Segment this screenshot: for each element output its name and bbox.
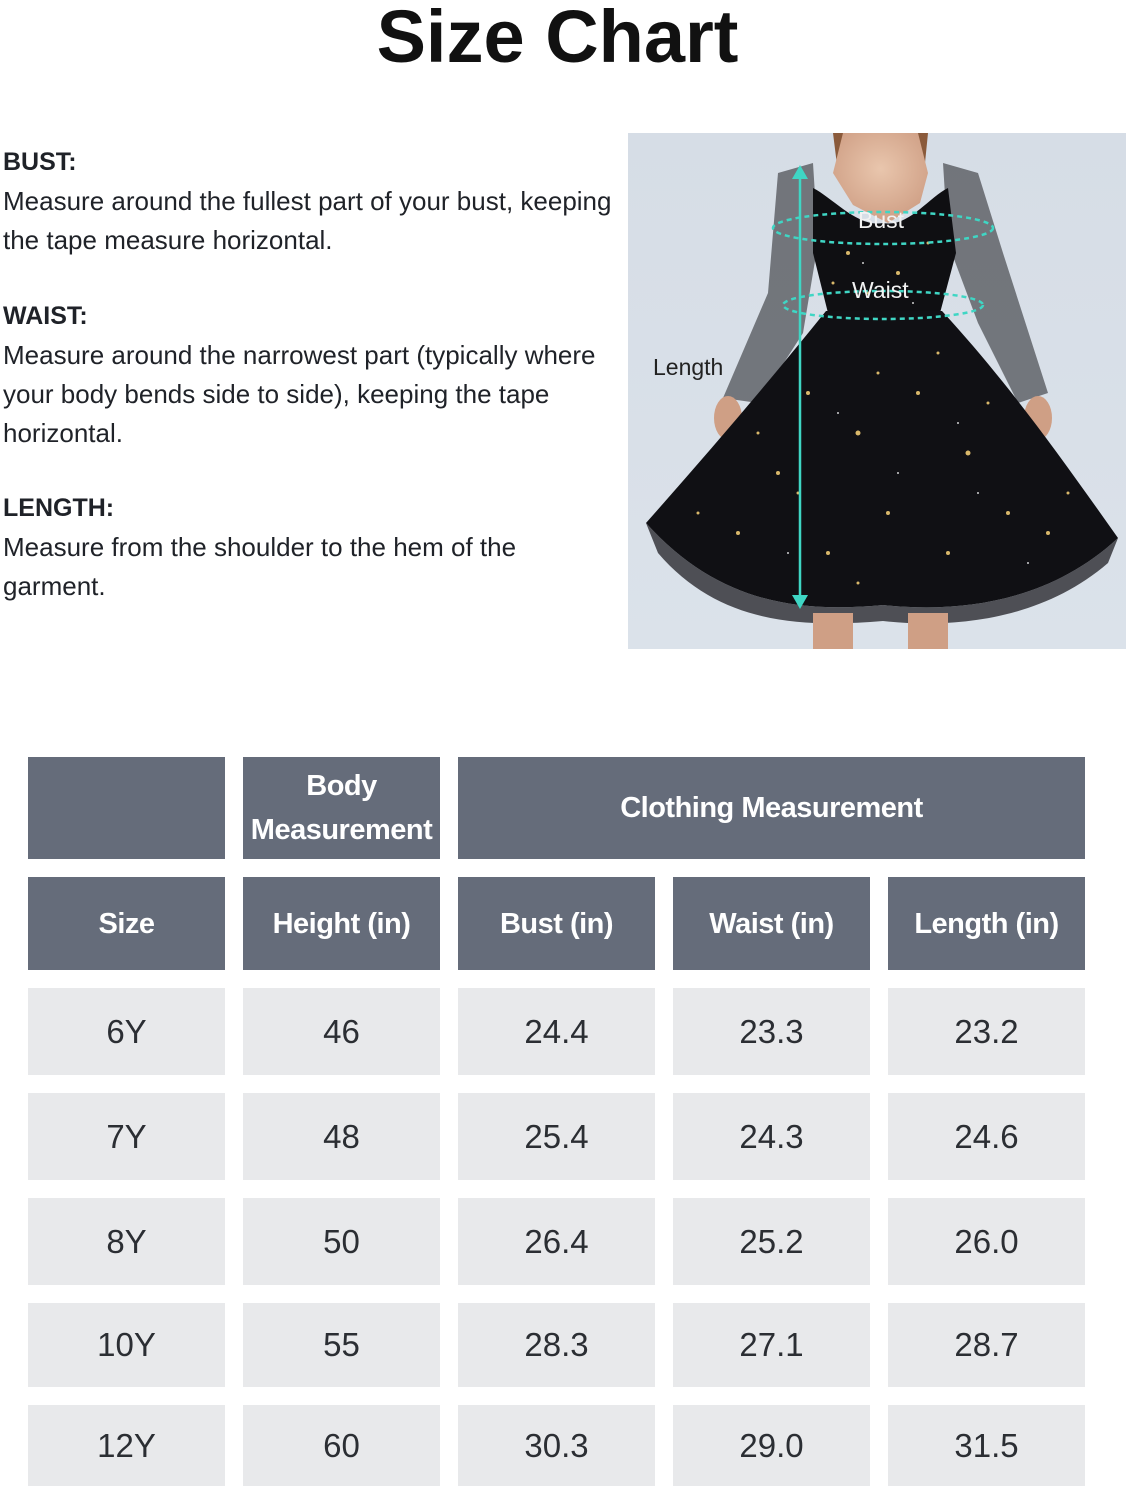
table-cell-size: 12Y	[28, 1405, 225, 1486]
bust-instructions	[3, 143, 613, 260]
table-cell-size: 7Y	[28, 1093, 225, 1180]
header-body-measurement: Body Measurement	[243, 757, 440, 859]
table-cell-waist: 23.3	[673, 988, 870, 1075]
bust-heading: BUST:	[3, 148, 77, 176]
table-cell-length: 28.7	[888, 1303, 1085, 1387]
table-cell-bust: 26.4	[458, 1198, 655, 1285]
length-instructions	[3, 489, 613, 606]
waist-instructions	[3, 297, 613, 453]
length-text: Measure from the shoulder to the hem of the garment.	[3, 532, 517, 601]
table-cell-size: 10Y	[28, 1303, 225, 1387]
waist-heading: WAIST:	[3, 302, 88, 330]
waist-label: Waist	[852, 277, 909, 303]
column-header-waist: Waist (in)	[673, 877, 870, 970]
page-title: Size Chart	[376, 0, 739, 78]
table-cell-bust: 24.4	[458, 988, 655, 1075]
waist-text: Measure around the narrowest part (typically where your body bends side to side), keeping the tape horizontal.	[3, 340, 596, 448]
table-cell-height: 50	[243, 1198, 440, 1285]
bust-label: Bust	[858, 207, 905, 233]
table-cell-length: 23.2	[888, 988, 1085, 1075]
table-cell-height: 48	[243, 1093, 440, 1180]
table-cell-height: 60	[243, 1405, 440, 1486]
length-label: Length	[653, 354, 724, 380]
table-cell-bust: 28.3	[458, 1303, 655, 1387]
column-header-length: Length (in)	[888, 877, 1085, 970]
length-heading: LENGTH:	[3, 494, 115, 522]
dress-measurement-photo	[628, 133, 1126, 649]
table-cell-length: 26.0	[888, 1198, 1085, 1285]
bust-text: Measure around the fullest part of your bust, keeping the tape measure horizontal.	[3, 186, 612, 255]
table-cell-waist: 29.0	[673, 1405, 870, 1486]
column-header-size: Size	[28, 877, 225, 970]
table-cell-waist: 25.2	[673, 1198, 870, 1285]
table-cell-size: 6Y	[28, 988, 225, 1075]
table-cell-waist: 27.1	[673, 1303, 870, 1387]
table-cell-size: 8Y	[28, 1198, 225, 1285]
table-cell-height: 55	[243, 1303, 440, 1387]
table-cell-length: 31.5	[888, 1405, 1085, 1486]
table-cell-bust: 30.3	[458, 1405, 655, 1486]
column-header-height: Height (in)	[243, 877, 440, 970]
table-cell-bust: 25.4	[458, 1093, 655, 1180]
header-blank	[28, 757, 225, 859]
table-cell-height: 46	[243, 988, 440, 1075]
table-cell-length: 24.6	[888, 1093, 1085, 1180]
column-header-bust: Bust (in)	[458, 877, 655, 970]
header-clothing-measurement: Clothing Measurement	[458, 757, 1085, 859]
table-cell-waist: 24.3	[673, 1093, 870, 1180]
